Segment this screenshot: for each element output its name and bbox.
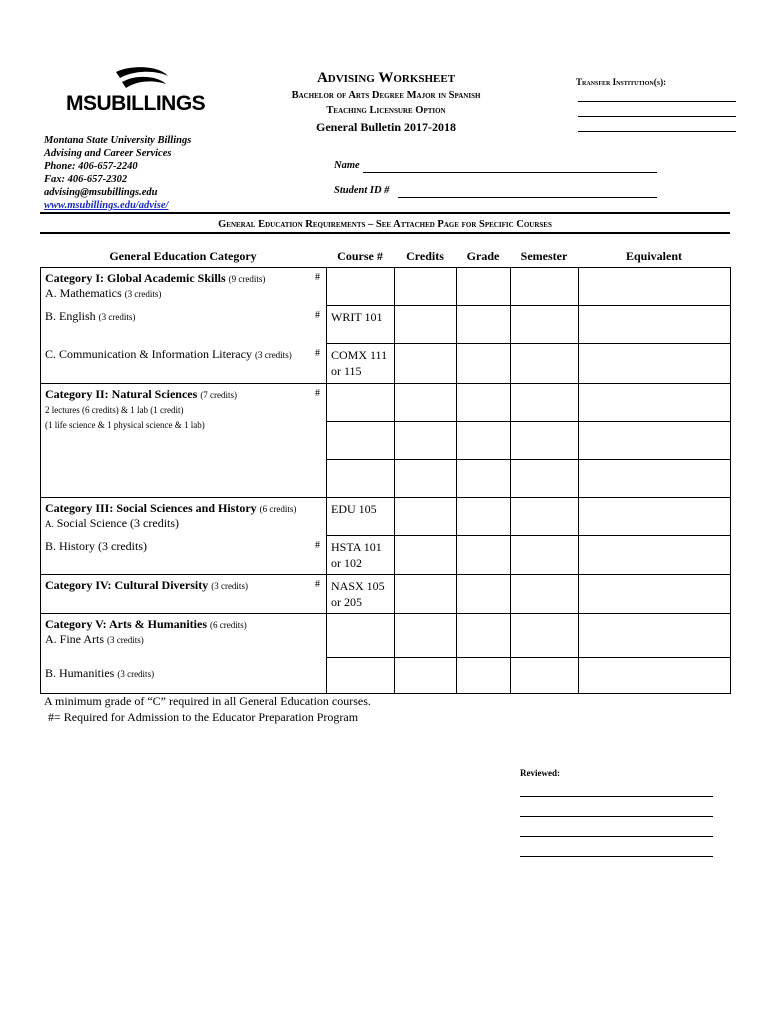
category-credits: (6 credits) <box>210 620 247 630</box>
name-label: Name <box>334 160 360 171</box>
credits-cell[interactable] <box>395 422 457 460</box>
reviewed-line[interactable] <box>520 836 713 837</box>
col-grade: Grade <box>466 249 500 263</box>
course-cell[interactable] <box>327 658 395 694</box>
bulletin-title: General Bulletin 2017-2018 <box>316 120 456 134</box>
col-equivalent: Equivalent <box>625 249 682 263</box>
semester-cell[interactable] <box>511 384 579 422</box>
grade-cell[interactable] <box>457 536 511 575</box>
semester-cell[interactable] <box>511 498 579 536</box>
equivalent-cell[interactable] <box>579 575 731 614</box>
contact-dept: Advising and Career Services <box>44 148 172 159</box>
table-row <box>41 614 731 658</box>
reviewed-line[interactable] <box>520 816 713 817</box>
credits-cell[interactable] <box>395 306 457 344</box>
subcategory-label: C. Communication & Information Literacy <box>45 346 252 361</box>
category-title: Category IV: Cultural Diversity <box>45 578 209 592</box>
category-title: Category V: Arts & Humanities <box>45 617 207 631</box>
required-mark: # <box>315 272 320 283</box>
category-cell <box>41 536 327 575</box>
table-row <box>41 536 731 575</box>
category-note: 2 lectures (6 credits) & 1 lab (1 credit) <box>45 405 184 415</box>
subcategory-credits: (3 credits) <box>254 349 292 360</box>
table-row <box>41 344 731 384</box>
category-cell <box>41 575 327 614</box>
divider <box>40 232 730 234</box>
subcategory-credits: (3 credits) <box>117 668 155 679</box>
credits-cell[interactable] <box>395 614 457 658</box>
course-cell[interactable]: WRIT 101 <box>327 306 395 344</box>
category-cell <box>41 658 327 694</box>
student-id-label: Student ID # <box>334 185 390 196</box>
contact-fax: Fax: 406-657-2302 <box>44 174 128 185</box>
semester-cell[interactable] <box>511 422 579 460</box>
category-cell <box>41 614 327 658</box>
subcategory-label: B. Humanities <box>45 665 115 680</box>
equivalent-cell[interactable] <box>579 344 731 384</box>
equivalent-cell[interactable] <box>579 268 731 306</box>
divider <box>40 212 730 214</box>
table-row <box>41 658 731 694</box>
admission-note: #= Required for Admission to the Educator Preparation Program <box>48 710 359 724</box>
equivalent-cell[interactable] <box>579 422 731 460</box>
subcategory-label: B. History (3 credits) <box>45 538 147 553</box>
student-id-field[interactable] <box>398 197 657 198</box>
credits-cell[interactable] <box>395 498 457 536</box>
grade-cell[interactable] <box>457 384 511 422</box>
transfer-institution-line[interactable] <box>578 101 736 102</box>
equivalent-cell[interactable] <box>579 384 731 422</box>
worksheet-title: Advising Worksheet <box>316 70 456 86</box>
table-row <box>41 306 731 344</box>
logo-text: MSUBILLINGS <box>66 92 206 115</box>
degree-title: Bachelor of Arts Degree Major in Spanish <box>291 90 481 101</box>
credits-cell[interactable] <box>395 384 457 422</box>
required-mark: # <box>315 579 320 590</box>
equivalent-cell[interactable] <box>579 536 731 575</box>
requirements-table <box>40 267 731 694</box>
reviewed-line[interactable] <box>520 856 713 857</box>
category-cell <box>41 344 327 384</box>
option-title: Teaching Licensure Option <box>326 105 446 116</box>
subcategory-letter: A. <box>45 519 54 529</box>
reviewed-line[interactable] <box>520 796 713 797</box>
transfer-institution-label: Transfer Institution(s): <box>576 77 667 87</box>
grade-note: A minimum grade of “C” required in all General Education courses. <box>44 694 371 708</box>
grade-cell[interactable] <box>457 460 511 498</box>
transfer-institution-line[interactable] <box>578 131 736 132</box>
subcategory-label: A. Fine Arts <box>45 632 105 646</box>
semester-cell[interactable] <box>511 460 579 498</box>
course-cell[interactable]: COMX 111 or 115 <box>327 344 395 384</box>
semester-cell[interactable] <box>511 614 579 658</box>
category-credits: (7 credits) <box>200 390 238 400</box>
equivalent-cell[interactable] <box>579 614 731 658</box>
category-credits: (3 credits) <box>211 581 248 591</box>
contact-url-wrapper <box>44 199 168 212</box>
table-row <box>41 384 731 422</box>
credits-cell[interactable] <box>395 460 457 498</box>
category-cell <box>41 268 327 306</box>
equivalent-cell[interactable] <box>579 460 731 498</box>
semester-cell[interactable] <box>511 344 579 384</box>
contact-org: Montana State University Billings <box>44 135 192 146</box>
equivalent-cell[interactable] <box>579 498 731 536</box>
category-credits: (9 credits) <box>228 274 266 284</box>
advise-link[interactable]: www.msubillings.edu/advise/ <box>44 200 169 211</box>
subcategory-label: B. English <box>45 308 96 323</box>
required-mark: # <box>315 388 320 399</box>
credits-cell[interactable] <box>395 536 457 575</box>
grade-cell[interactable] <box>457 575 511 614</box>
category-title: Category III: Social Sciences and History <box>45 501 257 515</box>
category-cell <box>41 384 327 498</box>
col-credits: Credits <box>406 249 444 263</box>
transfer-institution-line[interactable] <box>578 116 736 117</box>
subcategory-label: Social Science (3 credits) <box>56 516 180 530</box>
semester-cell[interactable] <box>511 536 579 575</box>
credits-cell[interactable] <box>395 268 457 306</box>
equivalent-cell[interactable] <box>579 306 731 344</box>
table-row <box>41 575 731 614</box>
category-title: Category I: Global Academic Skills <box>45 271 226 285</box>
table-row <box>41 268 731 306</box>
grade-cell[interactable] <box>457 306 511 344</box>
required-mark: # <box>315 347 320 359</box>
subcategory-credits: (3 credits) <box>98 311 136 322</box>
credits-cell[interactable] <box>395 658 457 694</box>
col-semester: Semester <box>520 249 568 263</box>
course-cell[interactable] <box>327 268 395 306</box>
category-credits: (6 credits) <box>259 504 297 514</box>
subcategory-label: A. Mathematics <box>45 286 122 300</box>
semester-cell[interactable] <box>511 575 579 614</box>
name-field[interactable] <box>363 172 657 173</box>
required-mark: # <box>315 539 320 551</box>
course-cell[interactable]: EDU 105 <box>327 498 395 536</box>
credits-cell[interactable] <box>395 575 457 614</box>
contact-email: advising@msubillings.edu <box>44 187 158 198</box>
grade-cell[interactable] <box>457 344 511 384</box>
table-row <box>41 498 731 536</box>
category-note: (1 life science & 1 physical science & 1 lab) <box>45 420 205 430</box>
gen-ed-heading: General Education Requirements – See Attached Page for Specific Courses <box>218 219 552 230</box>
grade-cell[interactable] <box>457 498 511 536</box>
grade-cell[interactable] <box>457 268 511 306</box>
category-title: Category II: Natural Sciences <box>45 387 198 401</box>
course-cell[interactable] <box>327 614 395 658</box>
semester-cell[interactable] <box>511 268 579 306</box>
grade-cell[interactable] <box>457 658 511 694</box>
credits-cell[interactable] <box>395 344 457 384</box>
category-cell <box>41 498 327 536</box>
col-course: Course # <box>337 249 383 263</box>
course-cell[interactable] <box>327 422 395 460</box>
grade-cell[interactable] <box>457 422 511 460</box>
contact-phone: Phone: 406-657-2240 <box>44 161 138 172</box>
semester-cell[interactable] <box>511 306 579 344</box>
course-cell[interactable]: NASX 105 or 205 <box>327 575 395 614</box>
equivalent-cell[interactable] <box>579 658 731 694</box>
subcategory-credits: (3 credits) <box>124 289 162 299</box>
semester-cell[interactable] <box>511 658 579 694</box>
course-cell[interactable] <box>327 384 395 422</box>
col-category: General Education Category <box>109 249 257 263</box>
course-cell[interactable] <box>327 460 395 498</box>
reviewed-label: Reviewed: <box>520 768 560 778</box>
required-mark: # <box>315 309 320 321</box>
course-cell[interactable]: HSTA 101 or 102 <box>327 536 395 575</box>
subcategory-credits: (3 credits) <box>107 635 144 645</box>
category-cell <box>41 306 327 344</box>
grade-cell[interactable] <box>457 614 511 658</box>
